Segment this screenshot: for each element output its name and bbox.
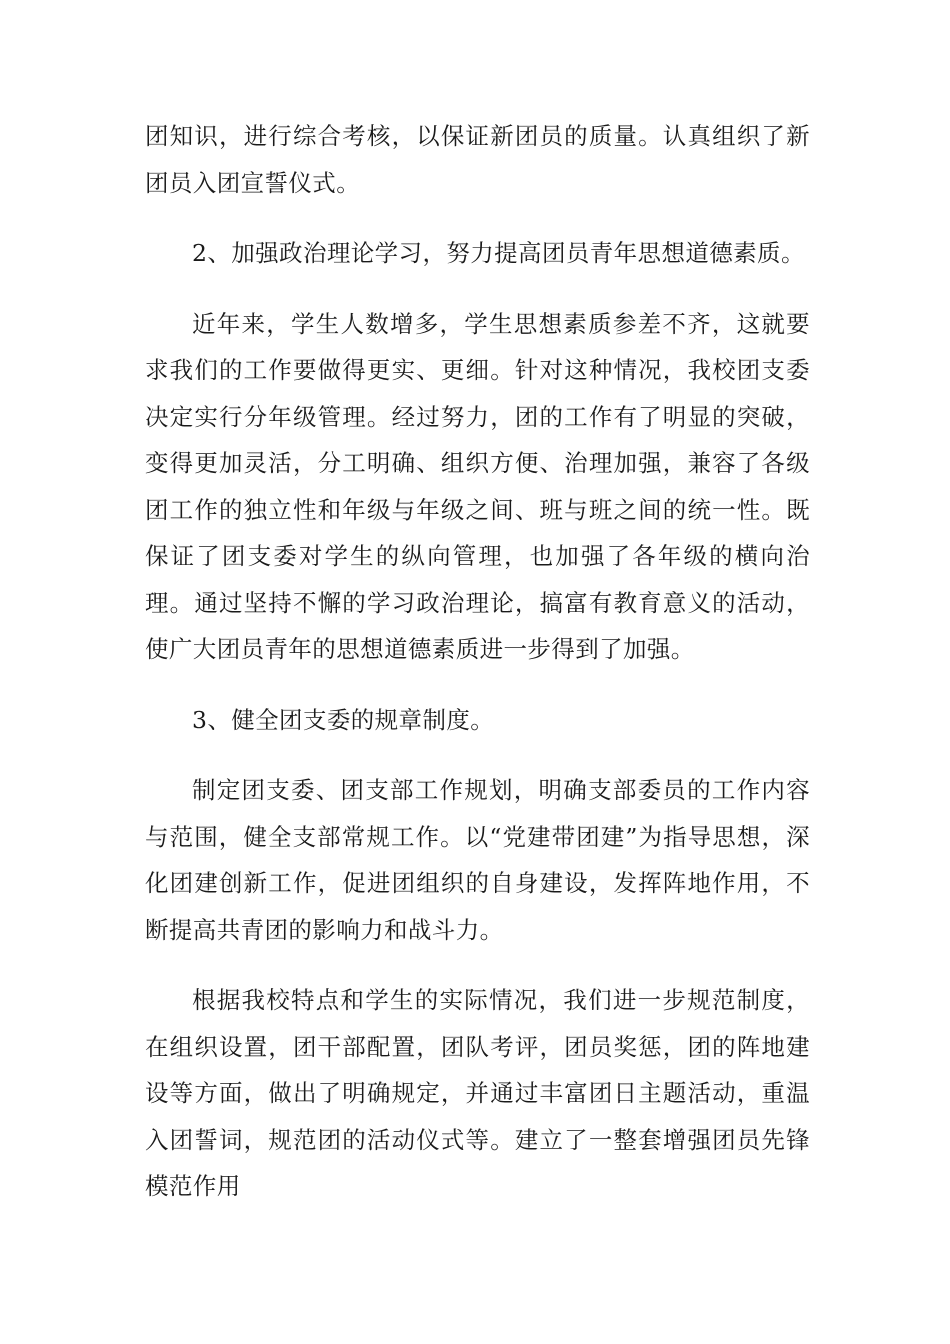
section-heading-3: 3、健全团支委的规章制度。	[192, 705, 495, 734]
paragraph-1: 团知识，进行综合考核，以保证新团员的质量。认真组织了新团员入团宣誓仪式。	[145, 122, 810, 197]
paragraph-5: 制定团支委、团支部工作规划，明确支部委员的工作内容与范围，健全支部常规工作。以“党建带团建”为指导思想，深化团建创新工作，促进团组织的自身建设，发挥阵地作用，不断提高共青团的影响力和战斗力。	[145, 776, 810, 944]
section-heading-2: 2、加强政治理论学习，努力提高团员青年思想道德素质。	[192, 239, 805, 267]
paragraph-6: 根据我校特点和学生的实际情况，我们进一步规范制度，在组织设置，团干部配置，团队考评，团员奖惩，团的阵地建设等方面，做出了明确规定，并通过丰富团日主题活动，重温入团誓词，规范团的活动仪式等。建立了一整套增强团员先锋模范作用	[145, 986, 810, 1200]
document-body	[145, 113, 810, 1234]
paragraph-3: 近年来，学生人数增多，学生思想素质参差不齐，这就要求我们的工作要做得更实、更细。针对这种情况，我校团支委决定实行分年级管理。经过努力，团的工作有了明显的突破，变得更加灵活，分工明确、组织方便、治理加强，兼容了各级团工作的独立性和年级与年级之间、班与班之间的统一性。既保证了团支委对学生的纵向管理，也加强了各年级的横向治理。通过坚持不懈的学习政治理论，搞富有教育意义的活动，使广大团员青年的思想道德素质进一步得到了加强。	[145, 309, 810, 663]
